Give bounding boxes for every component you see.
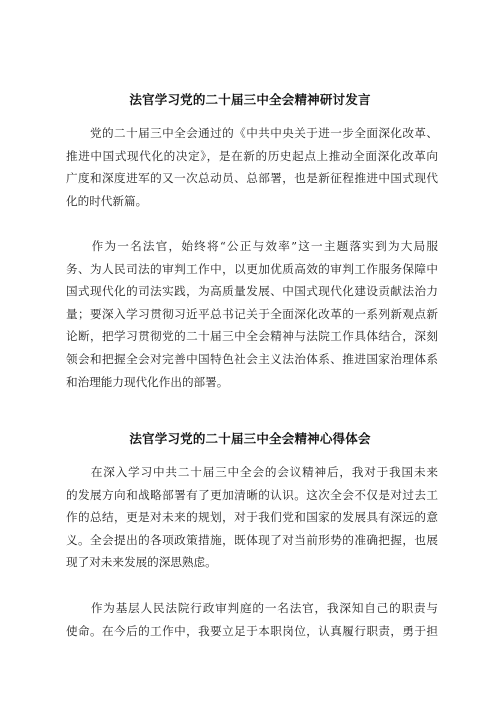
text-line: 作的总结，更是对未来的规划，对于我们党和国家的发展具有深远的意 bbox=[66, 510, 438, 525]
text-line: 在深入学习中共二十届三中全会的会议精神后，我对于我国未来 bbox=[66, 465, 438, 479]
text-line: 义。全会提出的各项政策措施，既体现了对当前形势的准确把握，也展 bbox=[66, 532, 438, 547]
text-line: 和治理能力现代化作出的部署。 bbox=[66, 374, 229, 389]
text-line: 的发展方向和战略部署有了更加清晰的认识。这次全会不仅是对过去工 bbox=[66, 487, 438, 502]
text-line: 领会和把握全会对完善中国特色社会主义法治体系、推进国家治理体系 bbox=[66, 351, 438, 366]
text-line: 使命。在今后的工作中，我要立足于本职岗位，认真履行职责，勇于担 bbox=[66, 623, 438, 638]
section-2-title: 法官学习党的二十届三中全会精神心得体会 bbox=[129, 431, 371, 446]
text-line: 作为一名法官，始终将“公正与效率”这一主题落实到为大局服 bbox=[66, 239, 438, 253]
text-line: 量；要深入学习贯彻习近平总书记关于全面深化改革的一系列新观点新 bbox=[66, 306, 438, 321]
text-line: 化的时代新篇。 bbox=[66, 193, 148, 208]
section-1-paragraph-1 bbox=[66, 122, 438, 212]
text-line: 国式现代化的司法实践，为高质量发展、中国式现代化建设贡献法治力 bbox=[66, 284, 438, 299]
text-line: 广度和深度进军的又一次总动员、总部署，也是新征程推进中国式现代 bbox=[66, 171, 438, 186]
section-2-paragraph-2 bbox=[66, 597, 438, 642]
text-line: 务、为人民司法的审判工作中，以更加优质高效的审判工作服务保障中 bbox=[66, 261, 438, 276]
text-line: 作为基层人民法院行政审判庭的一名法官，我深知自己的职责与 bbox=[66, 601, 438, 615]
text-line: 论断，把学习贯彻党的二十届三中全会精神与法院工作具体结合，深刻 bbox=[66, 329, 438, 344]
section-1-paragraph-2 bbox=[66, 235, 438, 393]
text-line: 党的二十届三中全会通过的《中共中央关于进一步全面深化改革、 bbox=[66, 126, 438, 140]
text-line: 推进中国式现代化的决定》，是在新的历史起点上推动全面深化改革向 bbox=[66, 148, 438, 163]
section-1-title: 法官学习党的二十届三中全会精神研讨发言 bbox=[129, 92, 371, 107]
section-2-paragraph-1 bbox=[66, 461, 438, 574]
text-line: 现了对未来发展的深思熟虑。 bbox=[66, 555, 217, 570]
